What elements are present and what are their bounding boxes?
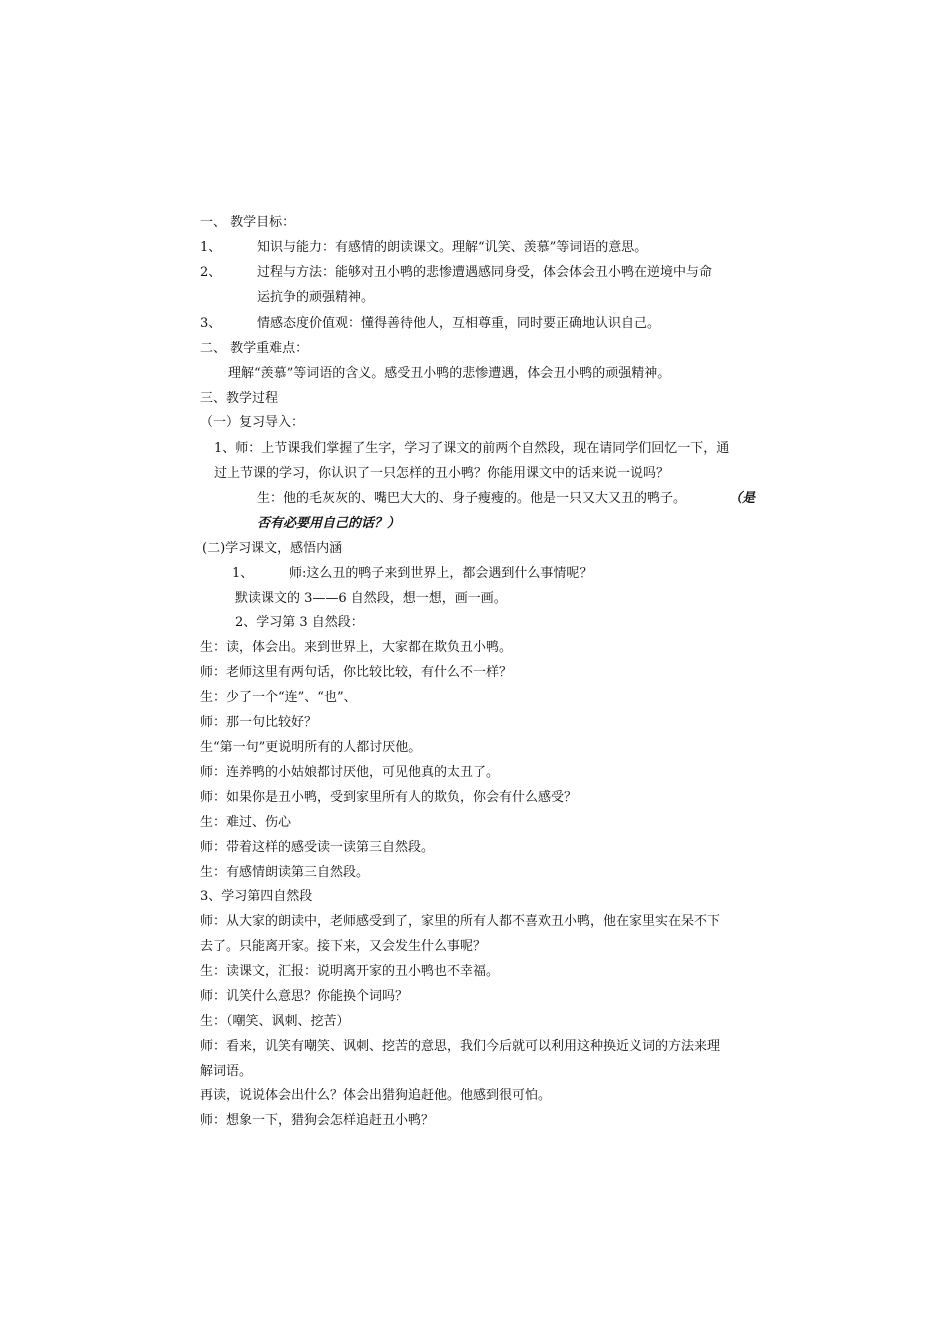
goal-item-1-number: 1、 [200, 240, 222, 255]
goal-item-2 [200, 264, 712, 282]
dialogue-line: 生：（嘲笑、讽刺、挖苦） [200, 1014, 350, 1029]
dialogue-line: 师：连养鸭的小姑娘都讨厌他，可见他真的太丑了。 [200, 765, 500, 780]
dialogue-line: 师：带着这样的感受读一读第三自然段。 [200, 840, 435, 855]
review-answer-line-1: 生：他的毛灰灰的、嘴巴大大的、身子瘦瘦的。他是一只又大又丑的鸭子。 [257, 491, 687, 506]
section-heading-key-points: 二、 教学重难点： [200, 341, 309, 356]
dialogue-line: 师：如果你是丑小鸭，受到家里所有人的欺负，你会有什么感受？ [200, 790, 578, 805]
dialogue-line: 再读，说说体会出什么？体会出猎狗追赶他。他感到很可怕。 [200, 1088, 552, 1103]
dialogue-line: 生：有感情朗读第三自然段。 [200, 865, 370, 880]
section-heading-goals: 一、 教学目标： [200, 215, 296, 230]
reading-instruction: 默读课文的 3——6 自然段，想一想，画一画。 [235, 591, 507, 606]
dialogue-line: 生：少了一个“连”、“也”、 [200, 690, 357, 705]
goal-item-2-number: 2、 [200, 265, 222, 280]
teacher-note-part-2: 否有必要用自己的话？） [257, 516, 401, 531]
part-2-item-1-text: 师:这么丑的鸭子来到世界上，都会遇到什么事情呢？ [289, 566, 593, 581]
goal-item-3-number: 3、 [200, 316, 222, 331]
part-2-item-1-number: 1、 [232, 566, 254, 581]
dialogue-line: 师：从大家的朗读中，老师感受到了，家里的所有人都不喜欢丑小鸭，他在家里实在呆不下 [200, 914, 721, 929]
dialogue-line: 生：难过、伤心 [200, 815, 292, 830]
dialogue-line: 师：那一句比较好？ [200, 715, 318, 730]
dialogue-line: 师：看来，讥笑有嘲笑、讽刺、挖苦的意思，我们今后就可以利用这种换近义词的方法来理 [200, 1039, 721, 1054]
review-question-line-1: 1、师：上节课我们掌握了生字，学习了课文的前两个自然段，现在请同学们回忆一下，通 [214, 441, 730, 456]
review-question-line-2: 过上节课的学习，你认识了一只怎样的丑小鸭？你能用课文中的话来说一说吗？ [214, 466, 670, 481]
section-heading-process: 三、教学过程 [200, 391, 279, 406]
goal-item-1-text: 知识与能力：有感情的朗读课文。理解“讥笑、羡慕”等词语的意思。 [257, 240, 648, 255]
part-2-item-1 [232, 565, 592, 583]
paragraph-3-heading: 2、学习第 3 自然段： [235, 615, 364, 630]
goal-item-2-continued: 运抗争的顽强精神。 [257, 290, 375, 305]
dialogue-line: 生“第一句”更说明所有的人都讨厌他。 [200, 740, 422, 755]
goal-item-2-text: 过程与方法：能够对丑小鸭的悲惨遭遇感同身受，体会体会丑小鸭在逆境中与命 [257, 265, 713, 280]
part-2-heading: (二)学习课文，感悟内涵 [202, 541, 343, 556]
dialogue-line-continued: 解词语。 [200, 1064, 253, 1079]
paragraph-4-heading: 3、学习第四自然段 [200, 889, 313, 904]
goal-item-1 [200, 239, 647, 257]
dialogue-line: 师：想象一下，猎狗会怎样追赶丑小鸭？ [200, 1113, 435, 1128]
teacher-note-part-1: （是 [729, 491, 756, 506]
key-points-text: 理解“羡慕”等词语的含义。感受丑小鸭的悲惨遭遇，体会丑小鸭的顽强精神。 [228, 366, 671, 381]
part-1-heading: （一）复习导入： [200, 415, 305, 430]
dialogue-line-continued: 去了。只能离开家。接下来，又会发生什么事呢？ [200, 939, 487, 954]
dialogue-line: 师：老师这里有两句话，你比较比较，有什么不一样？ [200, 665, 513, 680]
goal-item-3-text: 情感态度价值观：懂得善待他人，互相尊重，同时要正确地认识自己。 [257, 316, 661, 331]
goal-item-3 [200, 315, 660, 333]
dialogue-line: 生：读，体会出。来到世界上，大家都在欺负丑小鸭。 [200, 640, 513, 655]
dialogue-line: 师：讥笑什么意思？你能换个词吗？ [200, 989, 409, 1004]
dialogue-line: 生：读课文，汇报：说明离开家的丑小鸭也不幸福。 [200, 964, 500, 979]
